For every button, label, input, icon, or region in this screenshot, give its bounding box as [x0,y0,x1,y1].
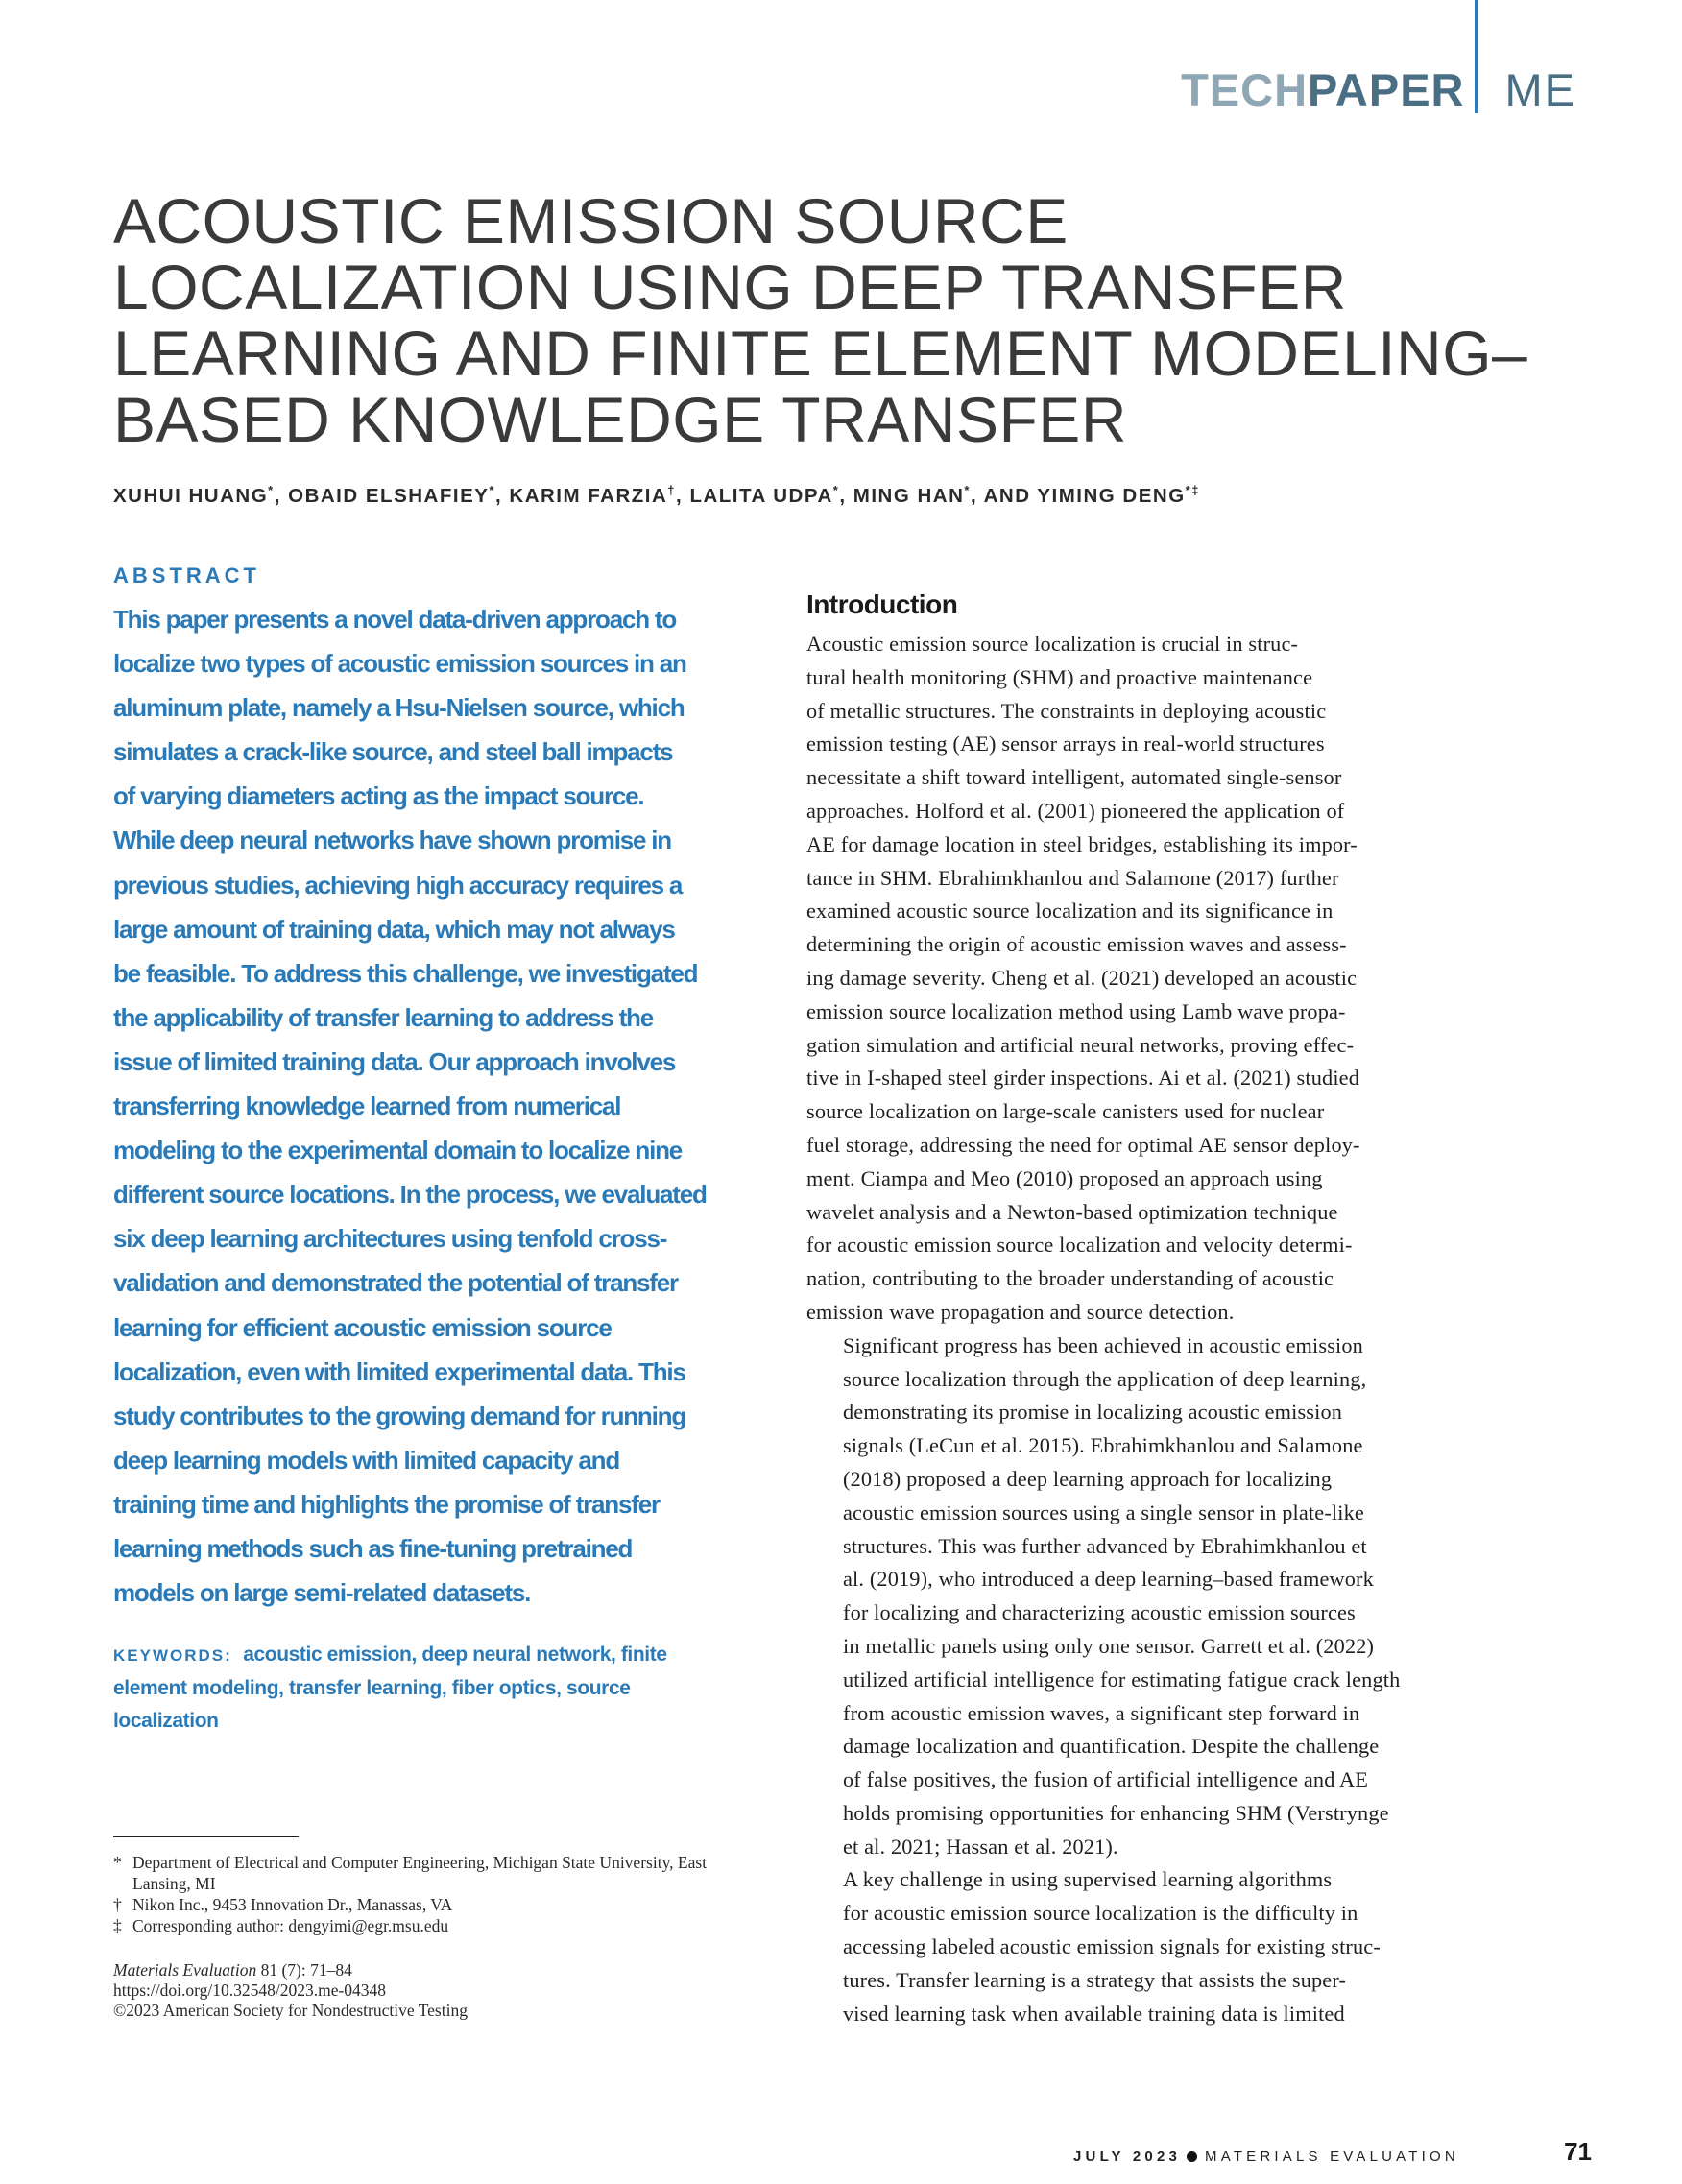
author-name: LALITA UDPA [689,484,833,507]
body-line: necessitate a shift toward intelligent, automated single-sensor [806,765,1342,790]
body-line: vised learning task when available training data is limited [843,2001,1345,2026]
abstract-heading: ABSTRACT [113,564,260,588]
footnote-rule [113,1836,299,1837]
keywords-text: acoustic emission, deep neural network, finite element modeling, transfer learning, fiber optics, source localization [113,1644,667,1732]
abstract-line: localization, even with limited experimental data. This [113,1356,685,1386]
body-line: damage localization and quantification. Despite the challenge [843,1734,1380,1759]
abstract-line: six deep learning architectures using tenfold cross- [113,1224,667,1254]
brand-me: ME [1504,64,1576,115]
introduction-body [806,628,1478,2030]
body-line: from acoustic emission waves, a significant step forward in [843,1700,1360,1725]
author-affiliation-mark: * [964,483,971,497]
author-affiliation-mark: * [268,483,275,497]
body-line: tive in I-shaped steel girder inspections. Ai et al. (2021) studied [806,1066,1360,1091]
body-line: structures. This was further advanced by Ebrahimkhanlou et [843,1533,1367,1558]
abstract-line: large amount of training data, which may not always [113,914,675,944]
section-brand [1181,63,1576,116]
body-line: tance in SHM. Ebrahimkhanlou and Salamone (2017) further [806,865,1339,890]
introduction-heading: Introduction [806,589,958,619]
body-line: holds promising opportunities for enhancing SHM (Verstrynge [843,1800,1389,1825]
abstract-line: training time and highlights the promise of transfer [113,1489,660,1519]
body-line: Significant progress has been achieved in acoustic emission [843,1332,1363,1357]
citation-volume: 81 (7): 71–84 [256,1960,352,1980]
title-line: ACOUSTIC EMISSION SOURCE [113,185,1069,256]
keywords [113,1639,737,1738]
body-line: examined acoustic source localization and its significance in [806,899,1334,924]
citation-journal: Materials Evaluation [113,1960,257,1980]
abstract-line: the applicability of transfer learning to address the [113,1002,653,1032]
abstract-line: localize two types of acoustic emission sources in an [113,649,686,679]
author-name: YIMING DENG [1037,484,1186,507]
author-name: XUHUI HUANG [113,484,269,507]
author-affiliation-mark: * [832,483,840,497]
abstract-text [113,597,776,1615]
footnote-text: Corresponding author: dengyimi@egr.msu.edu [132,1916,449,1935]
author-affiliation-mark: *‡ [1185,483,1200,497]
author-separator: , [274,484,289,507]
page-number: 71 [1564,2137,1592,2166]
body-line: source localization through the application of deep learning, [843,1366,1367,1391]
abstract-line: deep learning models with limited capacity and [113,1445,620,1475]
article-title [113,185,1534,455]
abstract-line: transferring knowledge learned from numerical [113,1092,621,1121]
citation-copyright: ©2023 American Society for Nondestructive Testing [113,2001,468,2020]
footnote-text: Department of Electrical and Computer Engineering, Michigan State University, East Lansing, MI [132,1853,708,1893]
author-separator: , [494,484,510,507]
author-separator: , AND [970,484,1038,507]
body-line: et al. 2021; Hassan et al. 2021). [843,1834,1118,1859]
body-line: in metallic panels using only one sensor. Garrett et al. (2022) [843,1633,1375,1658]
body-line: tures. Transfer learning is a strategy that assists the super- [843,1967,1347,1992]
keywords-label: KEYWORDS: [113,1646,232,1665]
footnote-text: Nikon Inc., 9453 Innovation Dr., Manassas, VA [132,1895,453,1914]
abstract-line: validation and demonstrated the potential of transfer [113,1268,678,1298]
abstract-line: learning methods such as fine-tuning pretrained [113,1533,633,1563]
footnote [113,1852,709,1894]
citation-doi: https://doi.org/10.32548/2023.me-04348 [113,1980,387,2000]
title-line: LOCALIZATION USING DEEP TRANSFER [113,252,1347,323]
body-paragraph [806,628,1478,1330]
abstract-line: learning for efficient acoustic emission source [113,1312,612,1342]
footnotes [113,1852,709,1936]
body-line: ing damage severity. Cheng et al. (2021) developed an acoustic [806,965,1358,990]
author-separator: , [676,484,690,507]
body-line: fuel storage, addressing the need for optimal AE sensor deploy- [806,1132,1360,1157]
body-line: of false positives, the fusion of artificial intelligence and AE [843,1767,1369,1792]
body-line: approaches. Holford et al. (2001) pioneered the application of [806,798,1345,823]
footer-date: JULY 2023 [1073,2148,1182,2165]
author-list [113,483,1573,508]
body-line: utilized artificial intelligence for estimating fatigue crack length [843,1667,1401,1692]
author-name: KARIM FARZIA [509,484,668,507]
footnote-mark: * [113,1853,122,1872]
abstract-line: aluminum plate, namely a Hsu-Nielsen source, which [113,693,685,723]
abstract-line: issue of limited training data. Our approach involves [113,1046,676,1076]
body-paragraph [806,1863,1478,2030]
footer-journal: MATERIALS EVALUATION [1205,2148,1459,2165]
brand-tech: TECH [1181,64,1309,115]
abstract-line: different source locations. In the process, we evaluated [113,1180,707,1210]
abstract-line: be feasible. To address this challenge, we investigated [113,958,698,988]
abstract-line: This paper presents a novel data-driven approach to [113,605,677,634]
body-line: for acoustic emission source localization and velocity determi- [806,1233,1353,1258]
body-line: gation simulation and artificial neural networks, proving effec- [806,1032,1355,1057]
author-affiliation-mark: † [667,483,677,497]
body-line: of metallic structures. The constraints in deploying acoustic [806,698,1327,723]
abstract-line: While deep neural networks have shown promise in [113,826,671,855]
author-name: OBAID ELSHAFIEY [288,484,490,507]
body-line: for localizing and characterizing acoustic emission sources [843,1600,1356,1625]
abstract-line: of varying diameters acting as the impact source. [113,781,644,811]
body-line: AE for damage location in steel bridges, establishing its impor- [806,831,1358,856]
body-line: emission testing (AE) sensor arrays in real-world structures [806,732,1325,756]
footnote [113,1894,709,1915]
body-line: emission source localization method using Lamb wave propa- [806,998,1346,1023]
body-line: acoustic emission sources using a single sensor in plate-like [843,1500,1364,1524]
title-line: BASED KNOWLEDGE TRANSFER [113,384,1127,455]
body-line: ment. Ciampa and Meo (2010) proposed an approach using [806,1165,1323,1190]
title-line: LEARNING AND FINITE ELEMENT MODELING– [113,318,1528,389]
bullet-icon [1187,2151,1197,2162]
body-line: wavelet analysis and a Newton-based optimization technique [806,1199,1338,1224]
abstract-line: study contributes to the growing demand for running [113,1401,685,1430]
abstract-line: models on large semi-related datasets. [113,1578,531,1608]
abstract-line: simulates a crack-like source, and steel ball impacts [113,737,673,767]
body-line: nation, contributing to the broader understanding of acoustic [806,1266,1334,1291]
footnote-mark: ‡ [113,1916,122,1935]
author-name: MING HAN [853,484,965,507]
body-line: source localization on large-scale canisters used for nuclear [806,1099,1325,1124]
brand-paper: PAPER [1308,64,1465,115]
body-line: for acoustic emission source localization is the difficulty in [843,1901,1358,1926]
footnote-mark: † [113,1895,122,1914]
body-line: (2018) proposed a deep learning approach for localizing [843,1466,1333,1491]
body-line: emission wave propagation and source detection. [806,1299,1235,1324]
author-separator: , [839,484,853,507]
abstract-line: previous studies, achieving high accuracy requires a [113,870,683,900]
running-footer [1073,2148,1459,2165]
footnote [113,1915,709,1936]
body-line: A key challenge in using supervised learning algorithms [843,1867,1333,1892]
author-affiliation-mark: * [489,483,495,497]
body-line: demonstrating its promise in localizing acoustic emission [843,1400,1343,1425]
citation [113,1960,709,2021]
body-line: al. (2019), who introduced a deep learning–based framework [843,1567,1374,1592]
body-line: accessing labeled acoustic emission signals for existing struc- [843,1934,1381,1959]
body-line: tural health monitoring (SHM) and proactive maintenance [806,664,1313,689]
body-line: determining the origin of acoustic emission waves and assess- [806,932,1347,957]
body-paragraph [806,1330,1478,1864]
body-line: Acoustic emission source localization is crucial in struc- [806,632,1299,656]
abstract-line: modeling to the experimental domain to localize nine [113,1136,683,1165]
body-line: signals (LeCun et al. 2015). Ebrahimkhanlou and Salamone [843,1433,1363,1458]
